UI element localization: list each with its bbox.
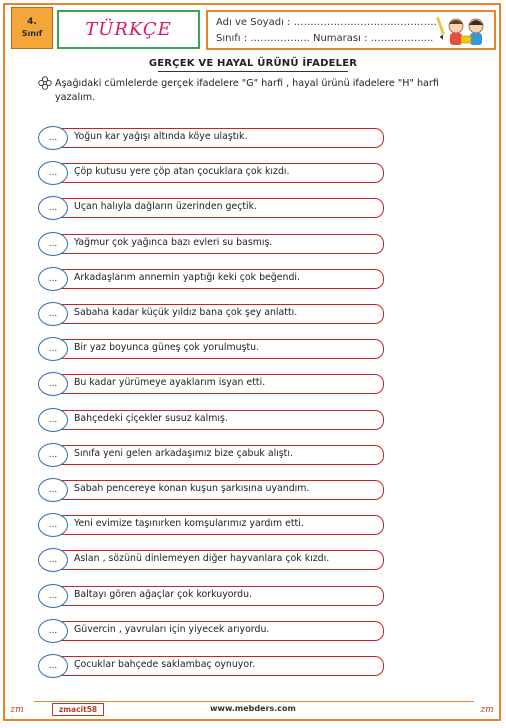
sentence-text: Sınıfa yeni gelen arkadaşımız bize çabuk alıştı.	[74, 448, 293, 459]
class-number-field[interactable]: Sınıfı : ……………... Numarası : ……………....	[216, 33, 434, 44]
flower-bullet-icon	[38, 76, 52, 90]
site-url-link[interactable]: www.mebders.com	[210, 704, 296, 713]
sentence-text: Yağmur çok yağınca bazı evleri su basmış.	[74, 237, 273, 248]
sentence-text: Sabaha kadar küçük yıldız bana çok şey anlattı.	[74, 307, 298, 318]
sentence-row	[38, 303, 384, 325]
footer-logo-right: zm	[480, 705, 494, 715]
author-tag: zmacit58	[52, 703, 104, 716]
sentence-text: Baltayı gören ağaçlar çok korkuyordu.	[74, 589, 253, 600]
sentence-row	[38, 233, 384, 255]
answer-bubble[interactable]: ...	[38, 267, 68, 291]
sentence-row	[38, 585, 384, 607]
sentence-text: Güvercin , yavruları için yiyecek arıyordu.	[74, 624, 270, 635]
page-title: GERÇEK VE HAYAL ÜRÜNÜ İFADELER	[148, 58, 358, 69]
grade-badge	[11, 7, 53, 49]
sentence-row	[38, 479, 384, 501]
sentence-text: Yeni evimize taşınırken komşularımız yardım etti.	[74, 518, 304, 529]
sentence-text: Aslan , sözünü dinlemeyen diğer hayvanlara çok kızdı.	[74, 553, 330, 564]
answer-bubble[interactable]: ...	[38, 513, 68, 537]
sentence-text: Bir yaz boyunca güneş çok yorulmuştu.	[74, 342, 260, 353]
subject-title: TÜRKÇE	[85, 19, 172, 40]
sentence-text: Bu kadar yürümeye ayaklarım isyan etti.	[74, 377, 266, 388]
sentence-text: Bahçedeki çiçekler susuz kalmış.	[74, 413, 228, 424]
instruction-text: Aşağıdaki cümlelerde gerçek ifadelere "G" harfi , hayal ürünü ifadelere "H" harfi yazalım.	[55, 78, 439, 103]
answer-bubble[interactable]: ...	[38, 196, 68, 220]
answer-bubble[interactable]: ...	[38, 548, 68, 572]
answer-bubble[interactable]: ...	[38, 126, 68, 150]
sentence-row	[38, 162, 384, 184]
sentence-row	[38, 655, 384, 677]
answer-bubble[interactable]: ...	[38, 302, 68, 326]
answer-bubble[interactable]: ...	[38, 408, 68, 432]
answer-bubble[interactable]: ...	[38, 337, 68, 361]
sentence-row	[38, 338, 384, 360]
grade-label: Sınıf	[21, 29, 43, 38]
children-illustration-icon	[434, 14, 490, 48]
answer-bubble[interactable]: ...	[38, 584, 68, 608]
page-border	[3, 3, 501, 721]
sentence-text: Çöp kutusu yere çöp atan çocuklara çok kızdı.	[74, 166, 290, 177]
sentence-row	[38, 409, 384, 431]
sentence-text: Arkadaşlarım annemin yaptığı keki çok beğendi.	[74, 272, 300, 283]
name-field[interactable]: Adı ve Soyadı : …………………………………….	[216, 17, 437, 28]
answer-bubble[interactable]: ...	[38, 478, 68, 502]
answer-bubble[interactable]: ...	[38, 161, 68, 185]
student-info-box	[206, 10, 496, 50]
sentence-text: Uçan halıyla dağların üzerinden geçtik.	[74, 201, 258, 212]
answer-bubble[interactable]: ...	[38, 619, 68, 643]
footer-logo-left: zm	[10, 705, 24, 715]
answer-bubble[interactable]: ...	[38, 443, 68, 467]
answer-bubble[interactable]: ...	[38, 654, 68, 678]
sentence-text: Yoğun kar yağışı altında köye ulaştık.	[74, 131, 248, 142]
sentence-row	[38, 268, 384, 290]
sentence-text: Sabah pencereye konan kuşun şarkısına uyandım.	[74, 483, 310, 494]
sentence-row	[38, 197, 384, 219]
sentence-row	[38, 514, 384, 536]
answer-bubble[interactable]: ...	[38, 372, 68, 396]
answer-bubble[interactable]: ...	[38, 232, 68, 256]
sentence-row	[38, 620, 384, 642]
sentence-row	[38, 127, 384, 149]
sentence-row	[38, 373, 384, 395]
sentence-row	[38, 444, 384, 466]
title-underline	[158, 71, 348, 72]
sentence-row	[38, 549, 384, 571]
subject-box	[57, 10, 200, 49]
sentence-text: Çocuklar bahçede saklambaç oynuyor.	[74, 659, 256, 670]
grade-number: 4.	[27, 17, 37, 27]
